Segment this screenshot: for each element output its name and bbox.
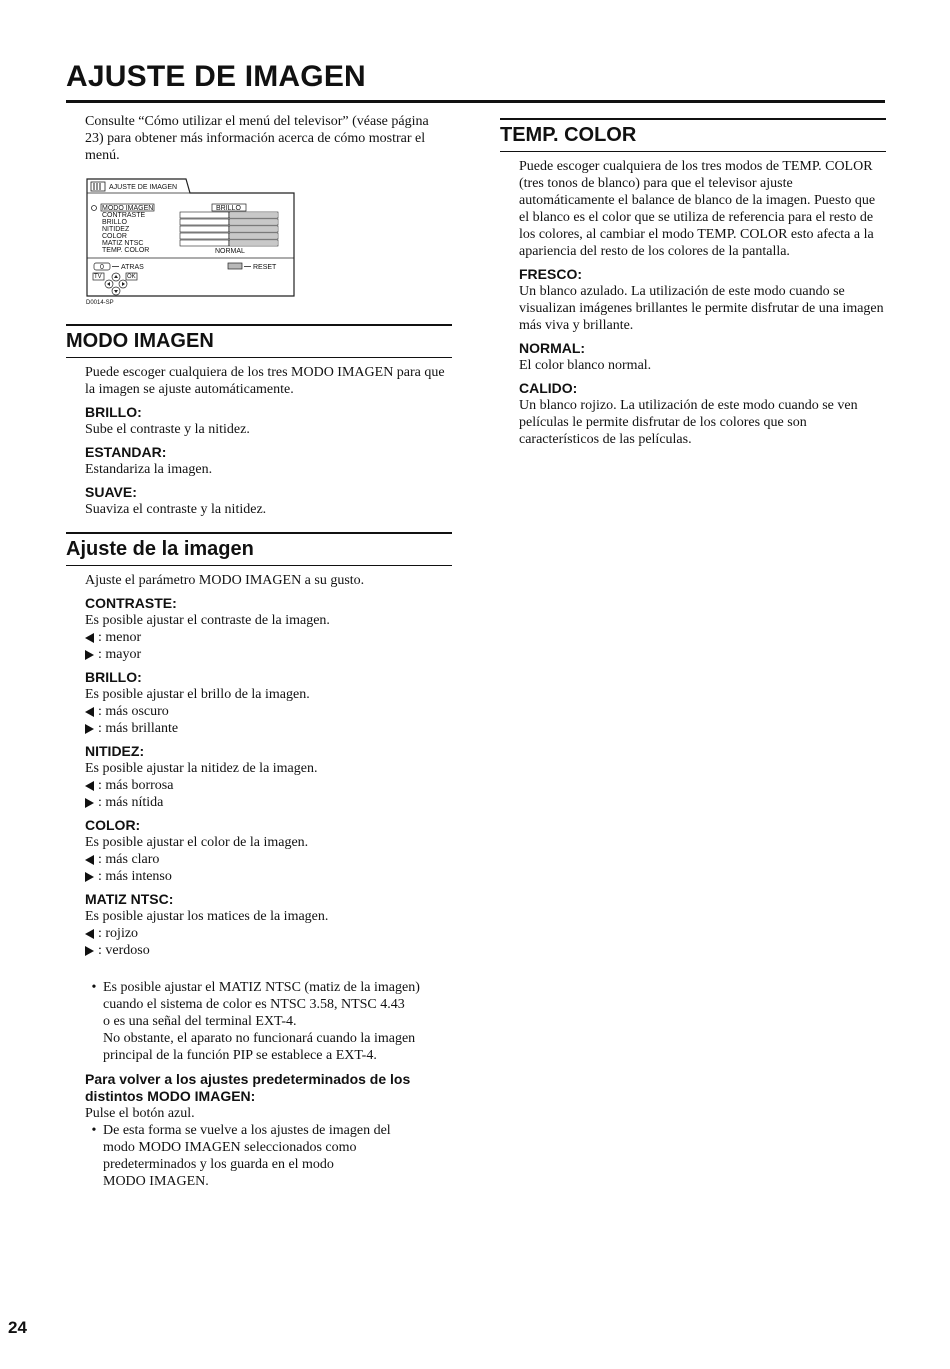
temp-mode-desc: Un blanco rojizo. La utilización de este modo cuando se ven películas le permite disfrutar de los colores que son característicos de las películas. xyxy=(519,398,858,447)
menu-item: MODO IMAGEN xyxy=(102,205,154,212)
note-line: De esta forma se vuelve a los ajustes de imagen del xyxy=(103,1123,391,1138)
reset-note xyxy=(85,1122,452,1190)
menu-item: CONTRASTE xyxy=(102,212,146,219)
note-line: MODO IMAGEN. xyxy=(103,1174,209,1189)
temp-mode-name: NORMAL: xyxy=(519,340,586,356)
bullet-icon: • xyxy=(91,980,97,995)
intro-text: Consulte “Cómo utilizar el menú del televisor” (véase página 23) para obtener más información acerca de cómo mostrar el menú. xyxy=(85,114,429,163)
param-block xyxy=(85,595,452,663)
note-line: modo MODO IMAGEN seleccionados como xyxy=(103,1140,357,1155)
right-arrow-icon xyxy=(85,872,94,882)
menu-tv-key: TV xyxy=(94,274,102,280)
left-arrow-icon xyxy=(85,929,94,939)
param-name: COLOR: xyxy=(85,817,141,833)
menu-item: NITIDEZ xyxy=(102,226,130,233)
param-right: : más intenso xyxy=(98,869,172,884)
right-arrow-icon xyxy=(85,946,94,956)
temp-mode-desc: El color blanco normal. xyxy=(519,358,652,373)
reset-heading-line: distintos MODO IMAGEN: xyxy=(85,1088,256,1104)
param-desc: Es posible ajustar la nitidez de la imagen. xyxy=(85,761,318,776)
note-line: principal de la función PIP se establece a EXT-4. xyxy=(103,1048,377,1063)
param-left: : más oscuro xyxy=(98,704,169,719)
note-line: No obstante, el aparato no funcionará cuando la imagen xyxy=(103,1031,416,1046)
temp-mode-desc: Un blanco azulado. La utilización de este modo cuando se visualizan imágenes brillantes le permite disfrutar de una imagen más viva y brillante. xyxy=(519,284,884,333)
mode-name: SUAVE: xyxy=(85,484,137,500)
param-desc: Es posible ajustar los matices de la imagen. xyxy=(85,909,329,924)
temp-color-text: Puede escoger cualquiera de los tres modos de TEMP. COLOR (tres tonos de blanco) para que el televisor ajuste automáticamente el balance de blanco de la imagen. Puesto que el blanco es el color que se utiliza de referencia para el resto de los colores, al cambiar el modo TEMP. COLOR esto afecta a la apariencia del resto de los colores de la pantalla. xyxy=(519,159,876,259)
param-desc: Es posible ajustar el brillo de la imagen. xyxy=(85,687,310,702)
menu-item: BRILLO xyxy=(102,219,127,226)
param-left: : más borrosa xyxy=(98,778,174,793)
menu-item: TEMP. COLOR xyxy=(102,247,150,254)
menu-back-label: ATRAS xyxy=(121,264,144,271)
bullet-icon: • xyxy=(91,1123,97,1138)
right-arrow-icon xyxy=(85,798,94,808)
temp-color-heading: TEMP. COLOR xyxy=(500,118,886,152)
param-name: MATIZ NTSC: xyxy=(85,891,174,907)
param-name: NITIDEZ: xyxy=(85,743,145,759)
menu-reset-label: RESET xyxy=(253,264,277,271)
menu-temp-value: NORMAL xyxy=(215,248,245,255)
param-block xyxy=(85,669,452,737)
left-arrow-icon xyxy=(85,781,94,791)
menu-mode-value: BRILLO xyxy=(216,205,241,212)
menu-ok-key: OK xyxy=(127,274,136,280)
left-arrow-icon xyxy=(85,633,94,643)
param-right: : verdoso xyxy=(98,943,150,958)
left-arrow-icon xyxy=(85,707,94,717)
modo-imagen-heading: MODO IMAGEN xyxy=(66,324,452,358)
mode-desc: Estandariza la imagen. xyxy=(85,462,213,477)
mode-name: BRILLO: xyxy=(85,404,142,420)
title-divider xyxy=(66,100,885,103)
right-arrow-icon xyxy=(85,650,94,660)
menu-back-key: 0 xyxy=(100,264,104,271)
param-block xyxy=(85,743,452,811)
ajuste-heading: Ajuste de la imagen xyxy=(66,532,452,566)
mode-desc: Sube el contraste y la nitidez. xyxy=(85,422,250,437)
right-column xyxy=(500,118,886,448)
menu-item: MATIZ NTSC xyxy=(102,240,144,247)
menu-item: COLOR xyxy=(102,233,127,240)
ajuste-text: Ajuste el parámetro MODO IMAGEN a su gusto. xyxy=(85,573,365,588)
param-name: BRILLO: xyxy=(85,669,142,685)
param-right: : más brillante xyxy=(98,721,179,736)
modo-imagen-section xyxy=(66,324,452,518)
note-line: Es posible ajustar el MATIZ NTSC (matiz de la imagen) xyxy=(103,980,420,995)
param-name: CONTRASTE: xyxy=(85,595,177,611)
param-desc: Es posible ajustar el color de la imagen. xyxy=(85,835,309,850)
note-line: o es una señal del terminal EXT-4. xyxy=(103,1014,297,1029)
temp-mode-name: CALIDO: xyxy=(519,380,578,396)
page-number: 24 xyxy=(8,1318,27,1337)
param-right: : mayor xyxy=(98,647,142,662)
note-line: cuando el sistema de color es NTSC 3.58, NTSC 4.43 xyxy=(103,997,405,1012)
param-block xyxy=(85,891,452,959)
right-arrow-icon xyxy=(85,724,94,734)
menu-tab-label: AJUSTE DE IMAGEN xyxy=(109,184,178,191)
param-block xyxy=(85,817,452,885)
param-left: : menor xyxy=(98,630,142,645)
mode-name: ESTANDAR: xyxy=(85,444,167,460)
reset-text: Pulse el botón azul. xyxy=(85,1106,195,1121)
note-line: predeterminados y los guarda en el modo xyxy=(103,1157,334,1172)
ntsc-note xyxy=(85,979,452,1064)
reset-heading-line: Para volver a los ajustes predeterminados de los xyxy=(85,1071,411,1087)
menu-screen-figure xyxy=(86,178,296,308)
ajuste-section xyxy=(66,532,452,1190)
param-left: : más claro xyxy=(98,852,160,867)
modo-imagen-text: Puede escoger cualquiera de los tres MODO IMAGEN para que la imagen se ajuste automáticamente. xyxy=(85,365,445,397)
figure-code: D0014-SP xyxy=(86,300,114,306)
param-desc: Es posible ajustar el contraste de la imagen. xyxy=(85,613,330,628)
mode-desc: Suaviza el contraste y la nitidez. xyxy=(85,502,267,517)
left-arrow-icon xyxy=(85,855,94,865)
page-title: AJUSTE DE IMAGEN xyxy=(66,60,366,93)
param-right: : más nítida xyxy=(98,795,164,810)
temp-mode-name: FRESCO: xyxy=(519,266,582,282)
left-column xyxy=(66,113,452,1190)
param-left: : rojizo xyxy=(98,926,139,941)
reset-heading xyxy=(85,1071,452,1105)
